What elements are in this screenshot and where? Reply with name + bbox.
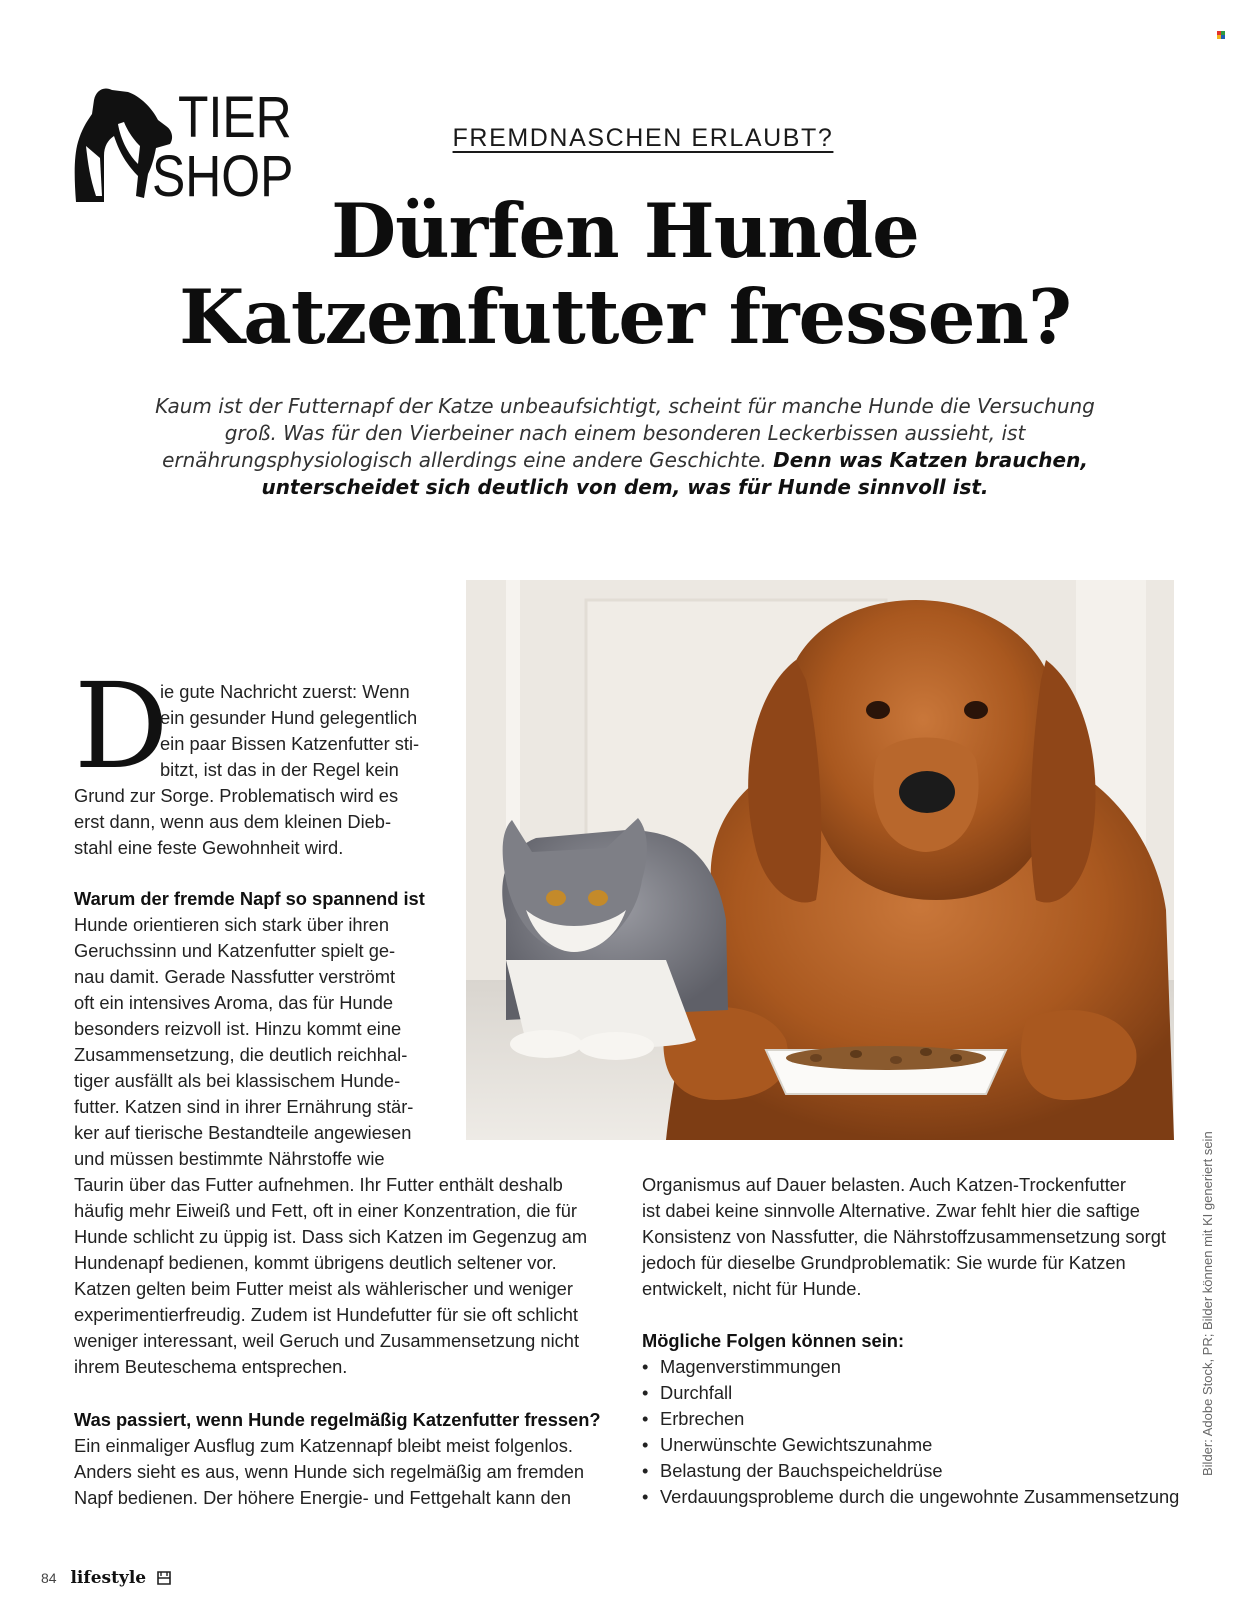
- list-item: • Unerwünschte Gewichtszunahme: [642, 1432, 1182, 1458]
- intro-paragraph-start: ie gute Nachricht zuerst: Wenn ein gesunder Hund gelegentlich ein paar Bissen Katzenfutter sti- bitzt, ist das in der Regel kein: [160, 681, 420, 780]
- section-fremder-napf-continued: Taurin über das Futter aufnehmen. Ihr Futter enthält deshalb häufig mehr Eiweiß und Fett, oft in einer Konzentration, die für Hunde schlicht zu üppig ist. Dass sich Katzen im Gegenzug am Hundenapf bedienen, kommt übrigens deutlich seltener vor. Katzen gelten beim Futter meist als wählerischer und weniger experimentierfreudig. Zudem ist Hundefutter für sie oft schlicht weniger interessant, weil Geruch und Zusammensetzung nicht ihrem Beuteschema entsprechen.: [74, 1174, 588, 1377]
- list-item: • Durchfall: [642, 1380, 1182, 1406]
- lead-bold-text: Denn was Katzen brauchen, unterscheidet sich deutlich von dem, was für Hunde sinnvoll ist.: [261, 448, 1088, 499]
- page-footer: [41, 1568, 172, 1588]
- brand-mark-icon: [1217, 31, 1225, 39]
- section-regelmaessig: Was passiert, wenn Hunde regelmäßig Katzenfutter fressen? Ein einmaliger Ausflug zum Katzennapf bleibt meist folgenlos. Anders sieht es aus, wenn Hunde sich regelmäßig am fremden Napf bedienen. Der höhere Energie- und Fettgehalt kann den: [74, 1407, 619, 1511]
- logo-text-shop: SHOP: [152, 144, 294, 209]
- headline-line-1: Dürfen Hunde: [331, 187, 919, 275]
- image-credit: Bilder: Adobe Stock, PR; Bilder können mit KI generiert sein: [1200, 1131, 1215, 1476]
- right-column-text: Organismus auf Dauer belasten. Auch Katzen-Trockenfutter ist dabei keine sinnvolle Alternative. Zwar fehlt hier die saftige Konsistenz von Nassfutter, die Nährstoffzusammensetzung sorgt jedoch für dieselbe Grundproblematik: Sie wurde für Katzen entwickelt, nicht für Hunde.: [642, 1174, 1166, 1299]
- headline-line-2: Katzenfutter fressen?: [179, 273, 1071, 361]
- page-number: 84: [41, 1570, 57, 1586]
- list-item: • Verdauungsprobleme durch die ungewohnte Zusammensetzung: [642, 1484, 1182, 1510]
- consequences-list: [642, 1354, 1182, 1510]
- drop-cap: D: [74, 657, 169, 795]
- article-lead: [130, 393, 1120, 501]
- list-item: • Erbrechen: [642, 1406, 1182, 1432]
- lead-text: Kaum ist der Futternapf der Katze unbeaufsichtigt, scheint für manche Hunde die Versuchung groß. Was für den Vierbeiner nach einem besonderen Leckerbissen aussieht, ist ernährungsphysiologisch allerdings eine andere Geschichte.: [155, 394, 1095, 472]
- list-item: • Magenverstimmungen: [642, 1354, 1182, 1380]
- article-kicker: FREMDNASCHEN ERLAUBT?: [452, 124, 834, 152]
- section-heading: Was passiert, wenn Hunde regelmäßig Katzenfutter fressen?: [74, 1409, 601, 1430]
- section-fremder-napf: Warum der fremde Napf so spannend ist Hunde orientieren sich stark über ihren Geruchssinn und Katzenfutter spielt ge- nau damit. Gerade Nassfutter verströmt oft ein intensives Aroma, das für Hunde besonders reizvoll ist. Hinzu kommt eine Zusammensetzung, die deutlich reichhal- tiger ausfällt als bei klassischem Hunde- futter. Katzen sind in ihrer Ernährung stär- ker auf tierische Bestandteile angewiesen und müssen bestimmte Nährstoffe wie: [74, 886, 434, 1172]
- dog-and-cat-photo: [466, 580, 1174, 1140]
- section-heading: Warum der fremde Napf so spannend ist: [74, 888, 425, 909]
- list-item: • Belastung der Bauchspeicheldrüse: [642, 1458, 1182, 1484]
- article-headline: [0, 188, 1250, 360]
- magazine-logo-icon: [156, 1570, 172, 1586]
- consequences-heading: Mögliche Folgen können sein:: [642, 1330, 905, 1351]
- logo-text-tier: TIER: [178, 85, 292, 150]
- magazine-name: lifestyle: [70, 1568, 147, 1588]
- intro-paragraph-rest: Grund zur Sorge. Problematisch wird es erst dann, wenn aus dem kleinen Dieb- stahl eine feste Gewohnheit wird.: [74, 785, 399, 858]
